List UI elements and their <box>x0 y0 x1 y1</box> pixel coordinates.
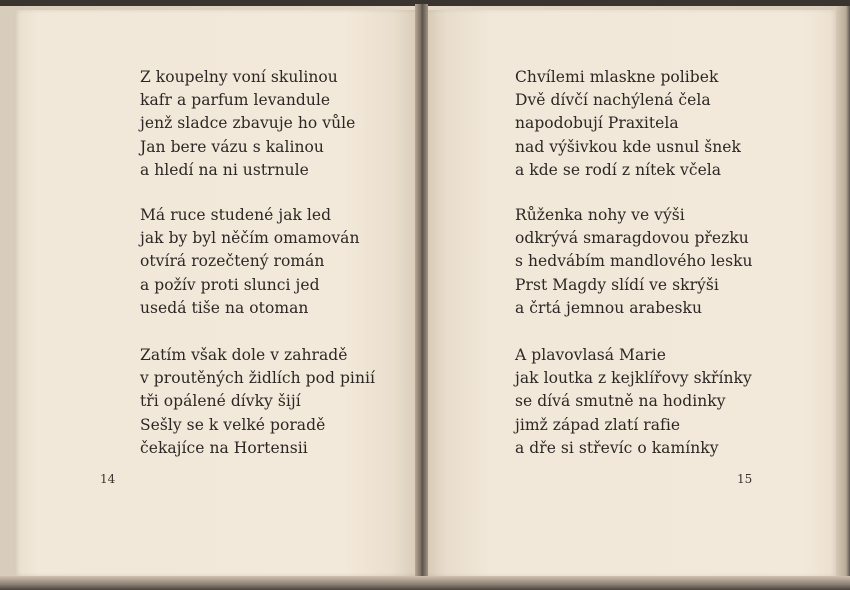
poem-line: Prst Magdy slídí ve skrýši <box>515 275 719 294</box>
poem-line: Růženka nohy ve výši <box>515 206 685 224</box>
poem-line: s hedvábím mandlového lesku <box>515 252 753 271</box>
poem-line: Z koupelny voní skulinou <box>140 68 338 86</box>
poem-line: Jan bere vázu s kalinou <box>140 137 324 156</box>
poem-line: čekajíce na Hortensii <box>140 438 308 457</box>
poem-line: jenž sladce zbavuje ho vůle <box>140 114 356 133</box>
page-edge-bottom <box>0 576 850 590</box>
stanza-3 <box>140 344 375 460</box>
poem-line: napodobují Praxitela <box>515 114 679 133</box>
poem-line: se dívá smutně na hodinky <box>515 392 726 411</box>
stanza-4 <box>515 66 741 182</box>
poem-line: otvírá rozečtený román <box>140 252 325 271</box>
poem-line: a požív proti slunci jed <box>140 275 320 294</box>
poem-line: Zatím však dole v zahradě <box>140 346 348 364</box>
poem-line: Dvě dívčí nachýlená čela <box>515 91 711 110</box>
page-number-right: 15 <box>737 472 753 486</box>
stanza-6 <box>515 344 752 460</box>
page-number-left: 14 <box>100 472 116 486</box>
poem-line: kafr a parfum levandule <box>140 91 331 110</box>
book-spine-gutter <box>415 4 428 588</box>
poem-line: tři opálené dívky šijí <box>140 392 301 411</box>
poem-line: nad výšivkou kde usnul šnek <box>515 137 741 156</box>
stanza-2 <box>140 204 359 320</box>
poem-line: a črtá jemnou arabesku <box>515 298 702 317</box>
stanza-1 <box>140 66 355 182</box>
poem-line: Sešly se k velké poradě <box>140 415 326 434</box>
page-edge-right <box>836 6 850 590</box>
poem-line: jak loutka z kejklířovy skřínky <box>515 369 752 388</box>
poem-line: odkrývá smaragdovou přezku <box>515 229 749 248</box>
poem-line: Chvílemi mlaskne polibek <box>515 68 719 86</box>
poem-line: usedá tiše na otoman <box>140 298 309 317</box>
poem-line: Má ruce studené jak led <box>140 206 332 224</box>
poem-line: a dře si střevíc o kamínky <box>515 438 719 457</box>
poem-line: jimž západ zlatí rafie <box>515 415 681 434</box>
poem-line: jak by byl něčím omamován <box>140 229 360 248</box>
right-page <box>426 10 836 576</box>
poem-line: a hledí na ni ustrnule <box>140 160 309 179</box>
poem-line: a kde se rodí z nítek včela <box>515 160 722 179</box>
poem-line: v proutěných židlích pod pinií <box>140 369 375 388</box>
left-page <box>14 10 417 576</box>
poem-line: A plavovlasá Marie <box>515 346 666 364</box>
stanza-5 <box>515 204 753 320</box>
